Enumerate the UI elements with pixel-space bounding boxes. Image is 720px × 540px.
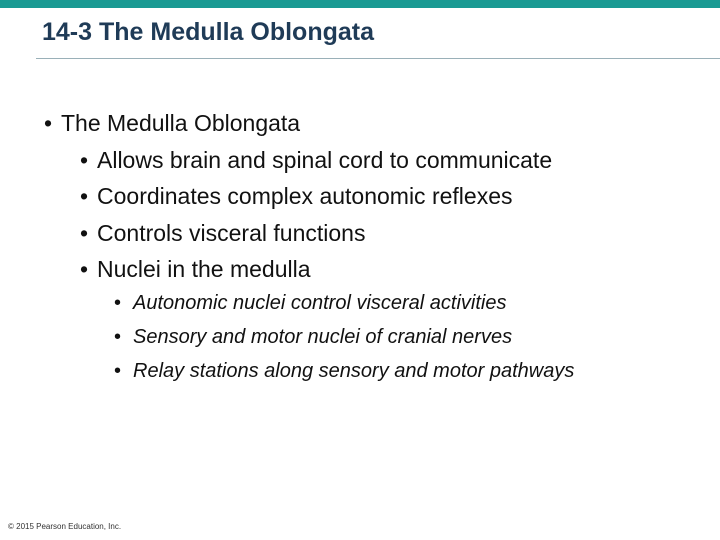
- bullet-icon: •: [114, 360, 122, 382]
- bullet-icon: •: [80, 147, 89, 173]
- slide-title: 14-3 The Medulla Oblongata: [42, 18, 374, 46]
- bullet-text: Sensory and motor nuclei of cranial nerves: [133, 326, 513, 348]
- bullet-icon: •: [114, 292, 122, 314]
- bullet-icon: •: [80, 220, 89, 246]
- bullet-icon: •: [114, 326, 122, 348]
- copyright-footer: © 2015 Pearson Education, Inc.: [8, 522, 122, 531]
- bullet-icon: •: [80, 256, 89, 282]
- bullet-text: Nuclei in the medulla: [97, 256, 311, 282]
- bullet-text: Coordinates complex autonomic reflexes: [97, 183, 513, 209]
- bullet-icon: •: [80, 183, 89, 209]
- bullet-icon: •: [44, 110, 53, 136]
- bullet-text: Allows brain and spinal cord to communicate: [97, 147, 553, 173]
- bullet-text: Relay stations along sensory and motor pathways: [133, 360, 575, 382]
- bullet-text: Autonomic nuclei control visceral activities: [133, 292, 507, 314]
- bullet-text: The Medulla Oblongata: [61, 110, 301, 136]
- bullet-text: Controls visceral functions: [97, 220, 366, 246]
